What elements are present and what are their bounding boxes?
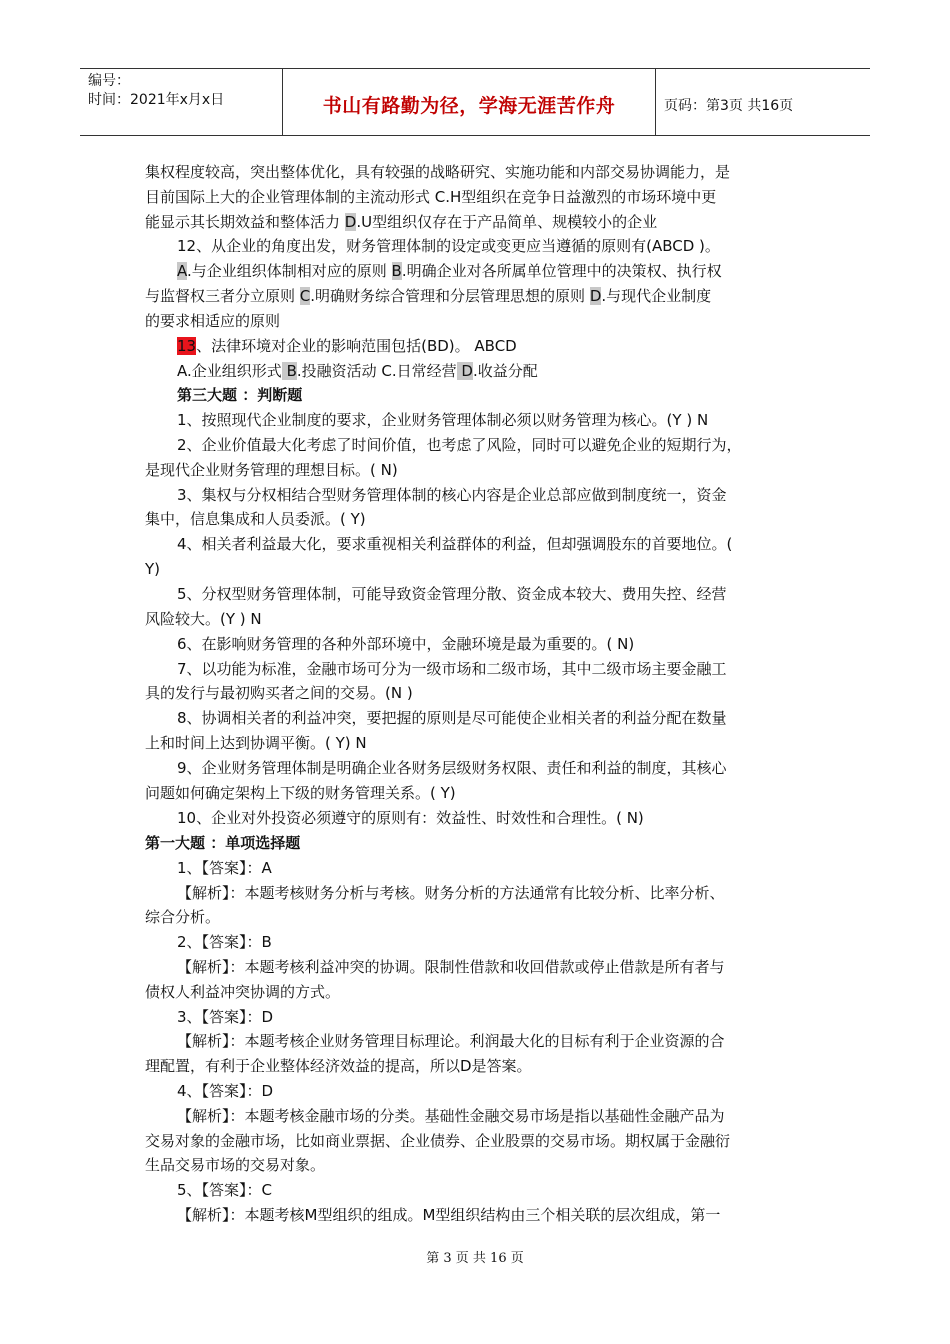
answer-line: 2、【答案】：B <box>177 933 272 951</box>
highlight-mark: D <box>344 213 357 231</box>
text-line: 9、企业财务管理体制是明确企业各财务层级财务权限、责任和利益的制度，其核心 <box>177 759 727 777</box>
text-line: 问题如何确定架构上下级的财务管理关系。( Y) <box>145 784 456 802</box>
highlight-mark: D <box>589 287 602 305</box>
text-line: 10、企业对外投资必须遵守的原则有：效益性、时效性和合理性。( N) <box>177 809 644 827</box>
answer-line: 4、【答案】：D <box>177 1082 274 1100</box>
answer-line: 5、【答案】：C <box>177 1181 273 1199</box>
highlight-mark: C <box>299 287 311 305</box>
highlight-mark: B <box>286 362 297 380</box>
text-line: 集中，信息集成和人员委派。( Y) <box>145 510 366 528</box>
text-line: 5、分权型财务管理体制，可能导致资金管理分散、资金成本较大、费用失控、经营 <box>177 585 727 603</box>
text-line: 与监督权三者分立原则 C.明确财务综合管理和分层管理思想的原则 D.与现代企业制度 <box>145 287 712 305</box>
red-highlight-mark: 13 <box>177 337 197 355</box>
text-line: 债权人利益冲突协调的方式。 <box>145 983 341 1001</box>
page-info: 页码：第3页 共16页 <box>664 98 794 114</box>
text-line: A.企业组织形式 B.投融资活动 C.日常经营 D.收益分配 <box>177 362 538 380</box>
text-line: 综合分析。 <box>145 908 221 926</box>
text-line: 是现代企业财务管理的理想目标。( N) <box>145 461 398 479</box>
text-line: 1、按照现代企业制度的要求，企业财务管理体制必须以财务管理为核心。(Y ) N <box>177 411 709 429</box>
answer-line: 3、【答案】：D <box>177 1008 274 1026</box>
text-line: Y) <box>145 560 161 578</box>
question-13: 13、法律环境对企业的影响范围包括(BD)。 ABCD <box>177 337 517 355</box>
text-line: 2、企业价值最大化考虑了时间价值，也考虑了风险，同时可以避免企业的短期行为， <box>177 436 742 454</box>
text-line: 3、集权与分权相结合型财务管理体制的核心内容是企业总部应做到制度统一，资金 <box>177 486 727 504</box>
text-line: 6、在影响财务管理的各种外部环境中，金融环境是最为重要的。( N) <box>177 635 635 653</box>
text-line: 能显示其长期效益和整体活力 D.U型组织仅存在于产品简单、规模较小的企业 <box>145 213 658 231</box>
text-line: 理配置，有利于企业整体经济效益的提高，所以D是答案。 <box>145 1057 532 1075</box>
text-line: A.与企业组织体制相对应的原则 B.明确企业对各所属单位管理中的决策权、执行权 <box>177 262 722 280</box>
highlight-mark: B <box>391 262 402 280</box>
analysis-line: 【解析】：本题考核企业财务管理目标理论。利润最大化的目标有利于企业资源的合 <box>177 1032 725 1050</box>
analysis-line: 【解析】：本题考核利益冲突的协调。限制性借款和收回借款或停止借款是所有者与 <box>177 958 725 976</box>
text-line: 目前国际上大的企业管理体制的主流动形式 C.H型组织在竞争日益激烈的市场环境中更 <box>145 188 717 206</box>
header-meta-cell <box>80 69 282 135</box>
text-line: 7、以功能为标准，金融市场可分为一级市场和二级市场，其中二级市场主要金融工 <box>177 660 727 678</box>
text-line: 的要求相适应的原则 <box>145 312 281 330</box>
question-12: 12、从企业的角度出发，财务管理体制的设定或变更应当遵循的原则有(ABCD )。 <box>177 237 720 255</box>
page-header <box>80 68 870 136</box>
analysis-line: 【解析】：本题考核金融市场的分类。基础性金融交易市场是指以基础性金融产品为 <box>177 1107 725 1125</box>
motto: 书山有路勤为径，学海无涯苦作舟 <box>322 95 616 117</box>
date-line: 时间：2021年x月x日 <box>88 92 225 108</box>
header-page-cell <box>656 69 870 135</box>
analysis-line: 【解析】：本题考核财务分析与考核。财务分析的方法通常有比较分析、比率分析、 <box>177 884 725 902</box>
text-line: 交易对象的金融市场，比如商业票据、企业债券、企业股票的交易市场。期权属于金融衍 <box>145 1132 731 1150</box>
code-label: 编号： <box>88 73 130 89</box>
text-line: 风险较大。(Y ) N <box>145 610 262 628</box>
section-heading: 第一大题 ：单项选择题 <box>145 834 301 852</box>
header-motto-cell <box>282 69 656 135</box>
highlight-mark: D <box>461 362 473 380</box>
text-line: 上和时间上达到协调平衡。( Y) N <box>145 734 367 752</box>
analysis-line: 【解析】：本题考核M型组织的组成。M型组织结构由三个相关联的层次组成，第一 <box>177 1206 721 1224</box>
section-heading: 第三大题 ：判断题 <box>177 386 303 404</box>
text-line: 具的发行与最初购买者之间的交易。(N ) <box>145 684 413 702</box>
text-line: 生品交易市场的交易对象。 <box>145 1156 326 1174</box>
text-line: 8、协调相关者的利益冲突，要把握的原则是尽可能使企业相关者的利益分配在数量 <box>177 709 727 727</box>
text-line: 4、相关者利益最大化，要求重视相关利益群体的利益，但却强调股东的首要地位。( <box>177 535 733 553</box>
page-footer: 第 3 页 共 16 页 <box>426 1251 524 1266</box>
highlight-mark: A <box>177 262 187 280</box>
text-line: 集权程度较高，突出整体优化，具有较强的战略研究、实施功能和内部交易协调能力，是 <box>145 163 731 181</box>
answer-line: 1、【答案】：A <box>177 859 272 877</box>
